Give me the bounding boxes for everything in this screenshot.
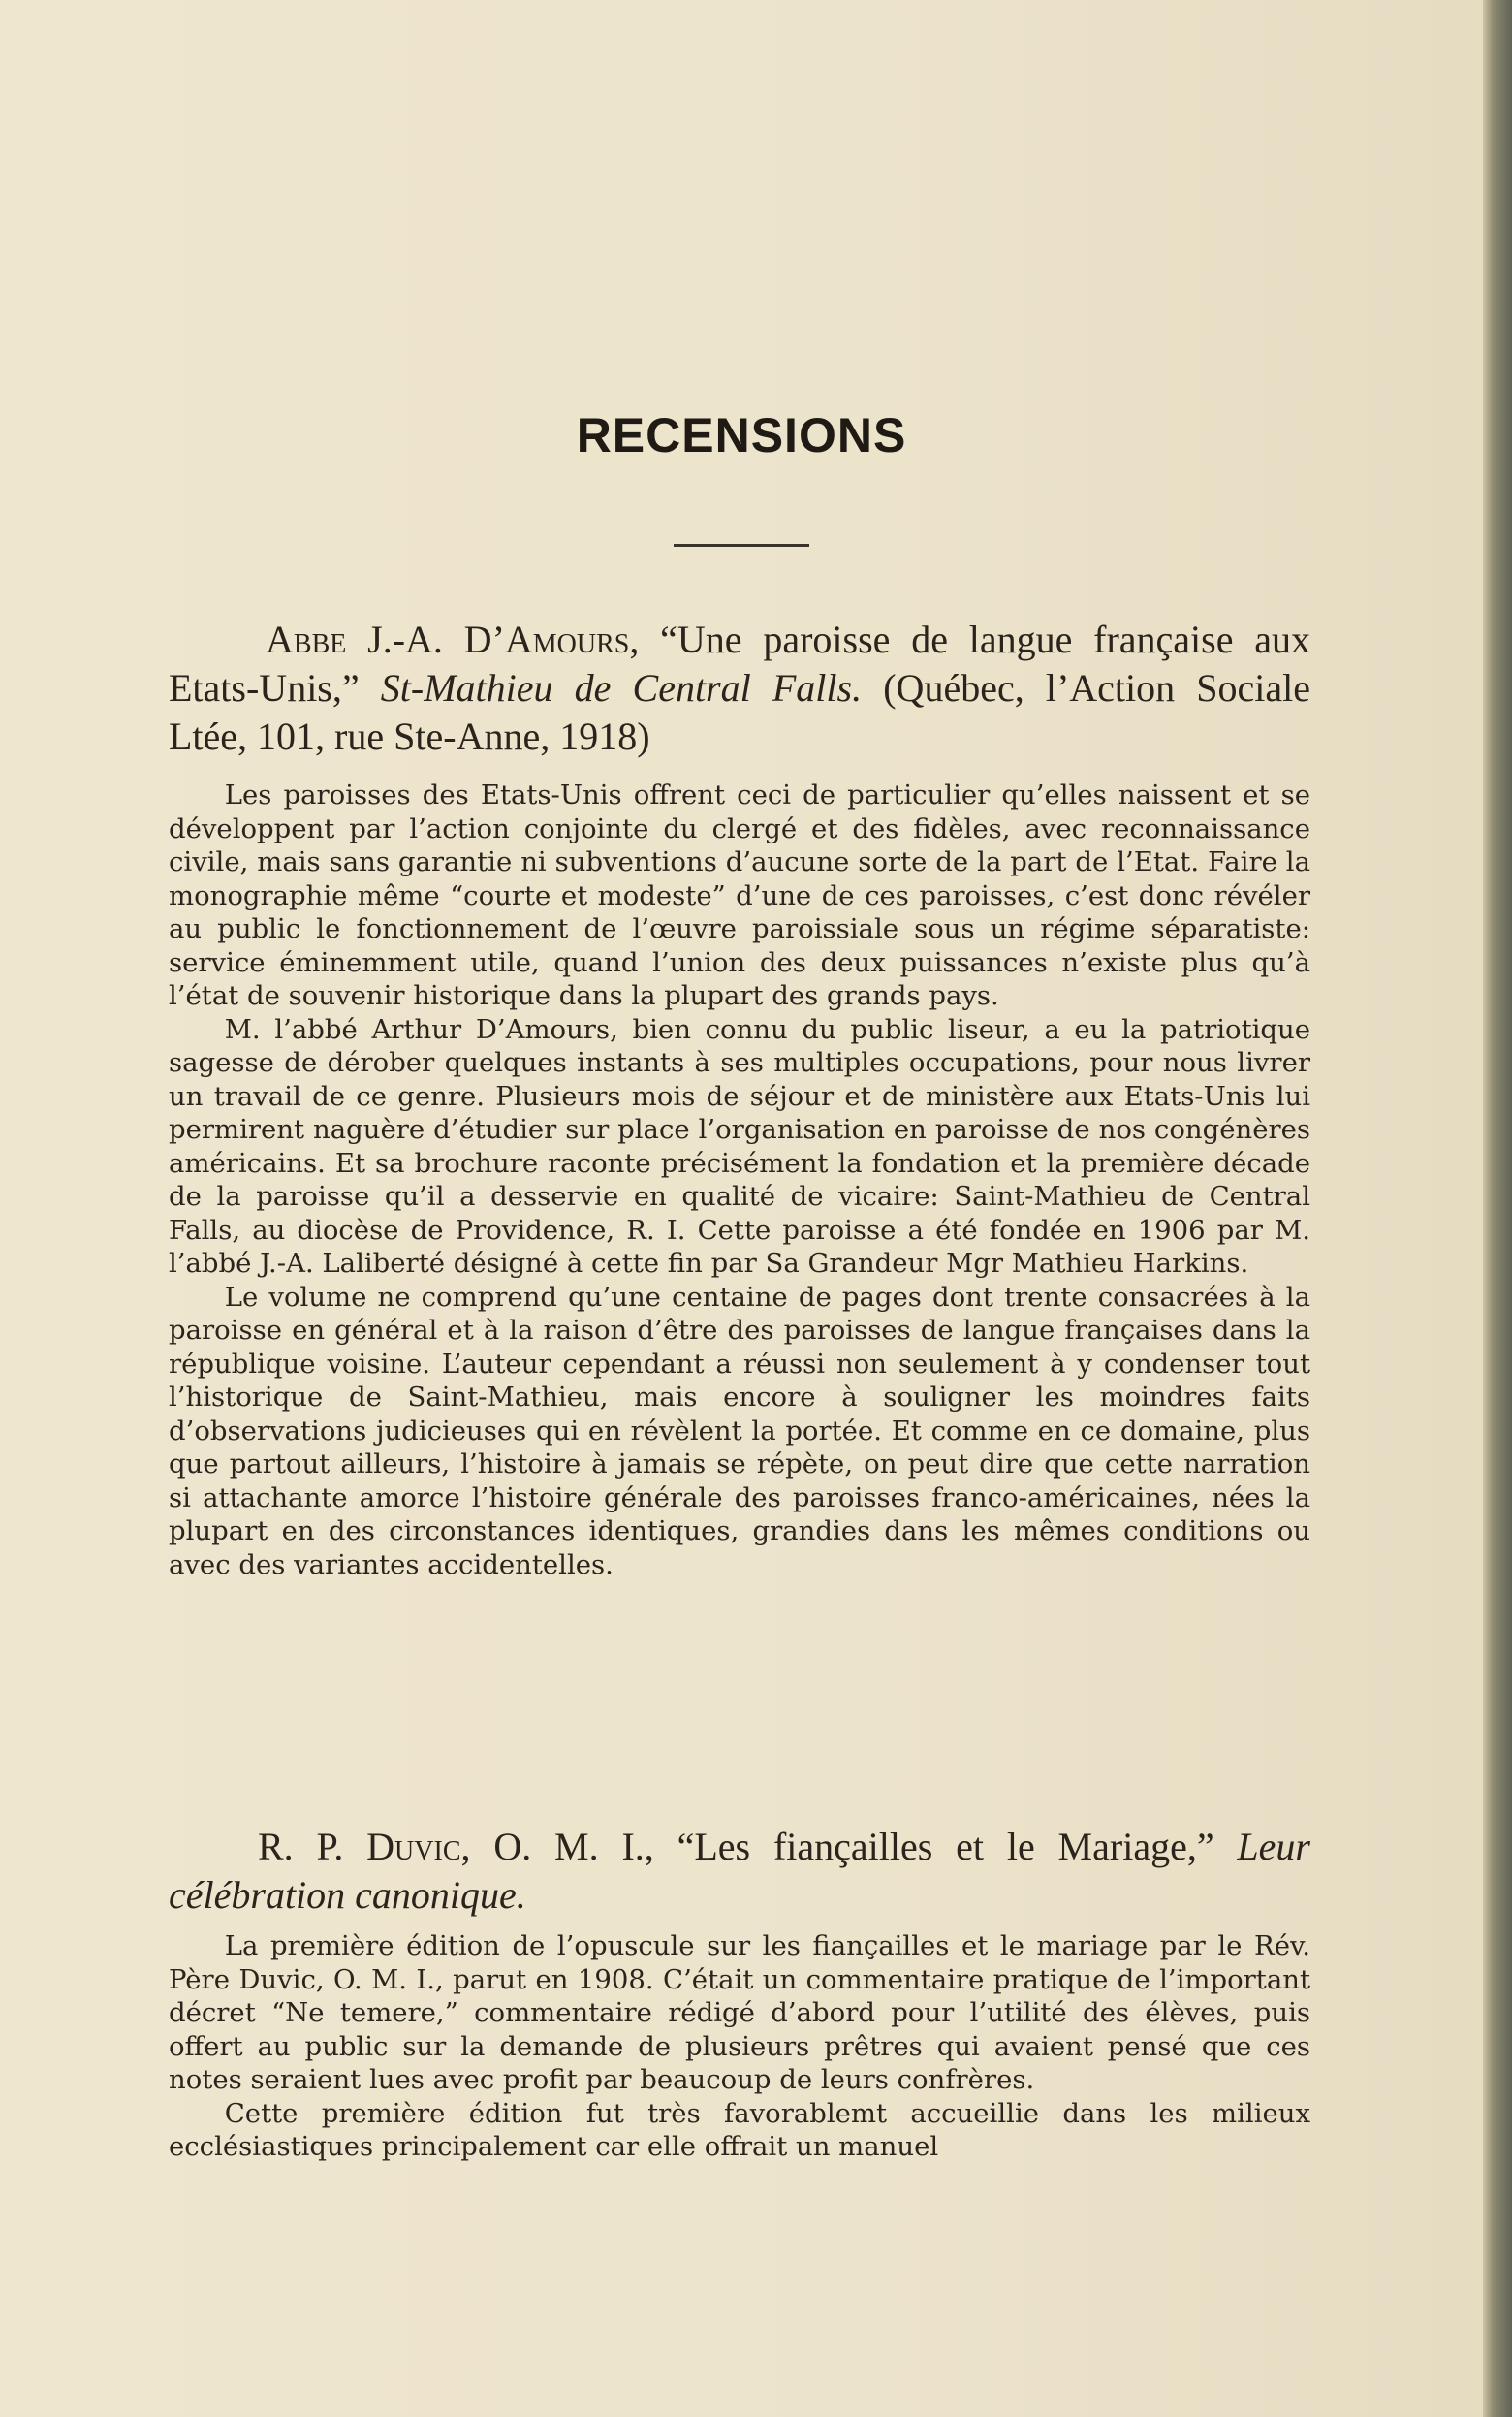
review-1-body: [169, 779, 1310, 1581]
review-1-publisher: (Québec, l’Action Sociale Ltée, 101, rue Ste-Anne, 1918): [169, 666, 1311, 758]
review-1-author: Abbe J.-A. D’Amours,: [266, 618, 640, 661]
review-2-paragraph: Cette première édition fut très favorablemt accueillie dans les milieux ecclésiastiques principalement car elle offrait un manuel: [169, 2097, 1310, 2162]
review-1-heading: [169, 616, 1310, 761]
title-divider: [674, 544, 809, 547]
review-1-subtitle: St-Mathieu de Central Falls.: [380, 666, 863, 710]
page-title: RECENSIONS: [576, 408, 907, 462]
review-1-paragraph: Les paroisses des Etats-Unis offrent ceci de particulier qu’elles naissent et se développent par l’action conjointe du clergé et des fidèles, avec reconnaissance civile, mais sans garantie ni subventions d’aucune sorte de la part de l’Etat. Faire la monographie même “courte et modeste” d’une de ces paroisses, c’est donc révéler au public le fonctionnement de l’œuvre paroissiale sous un régime séparatiste: service éminemment utile, quand l’union des deux puissances n’existe plus qu’à l’état de souvenir historique dans la plupart des grands pays.: [169, 779, 1310, 1011]
page-edge-binding: [1483, 0, 1512, 2417]
review-2-body: [169, 1929, 1310, 2164]
review-2-heading: [169, 1823, 1310, 1920]
review-1-title: “Une paroisse de langue française aux Etats-Unis,”: [169, 618, 1311, 710]
review-2-title: “Les fiançailles et le Mariage,”: [653, 1825, 1238, 1868]
review-1-paragraph: M. l’abbé Arthur D’Amours, bien connu du public liseur, a eu la patriotique sagesse de dérober quelques instants à ses multiples occupations, pour nous livrer un travail de ce genre. Plusieurs mois de séjour et de ministère aux Etats-Unis lui permirent naguère d’étudier sur place l’organisation en paroisse de nos congénères américains. Et sa brochure raconte précisément la fondation et la première décade de la paroisse qu’il a desservie en qualité de vicaire: Saint-Mathieu de Central Falls, au diocèse de Providence, R. I. Cette paroisse a été fondée en 1906 par M. l’abbé J.-A. Laliberté désigné à cette fin par Sa Grandeur Mgr Mathieu Harkins.: [169, 1013, 1310, 1279]
review-1-citation: [169, 616, 1310, 761]
review-2-author: R. P. Duvic, O. M. I.,: [258, 1825, 654, 1868]
review-1-paragraph: Le volume ne comprend qu’une centaine de pages dont trente consacrées à la paroisse en général et à la raison d’être des paroisses de langue françaises dans la république voisine. L’auteur cependant a réussi non seulement à y condenser tout l’historique de Saint-Mathieu, mais encore à souligner les moindres faits d’observations judicieuses qui en révèlent la portée. Et comme en ce domaine, plus que partout ailleurs, l’histoire à jamais se répète, on peut dire que cette narration si attachante amorce l’histoire générale des paroisses franco-américaines, nées la plupart en des circonstances identiques, grandies dans les mêmes conditions ou avec des variantes accidentelles.: [169, 1281, 1310, 1580]
review-2-subtitle: Leur célébration canonique.: [169, 1825, 1310, 1917]
review-2-citation: [169, 1823, 1310, 1920]
review-2-paragraph: La première édition de l’opuscule sur les fiançailles et le mariage par le Rév. Père Duvic, O. M. I., parut en 1908. C’était un commentaire pratique de l’important décret “Ne temere,” commentaire rédigé d’abord pour l’utilité des élèves, puis offert au public sur la demande de plusieurs prêtres qui avaient pensé que ces notes seraient lues avec profit par beaucoup de leurs confrères.: [169, 1930, 1310, 2095]
